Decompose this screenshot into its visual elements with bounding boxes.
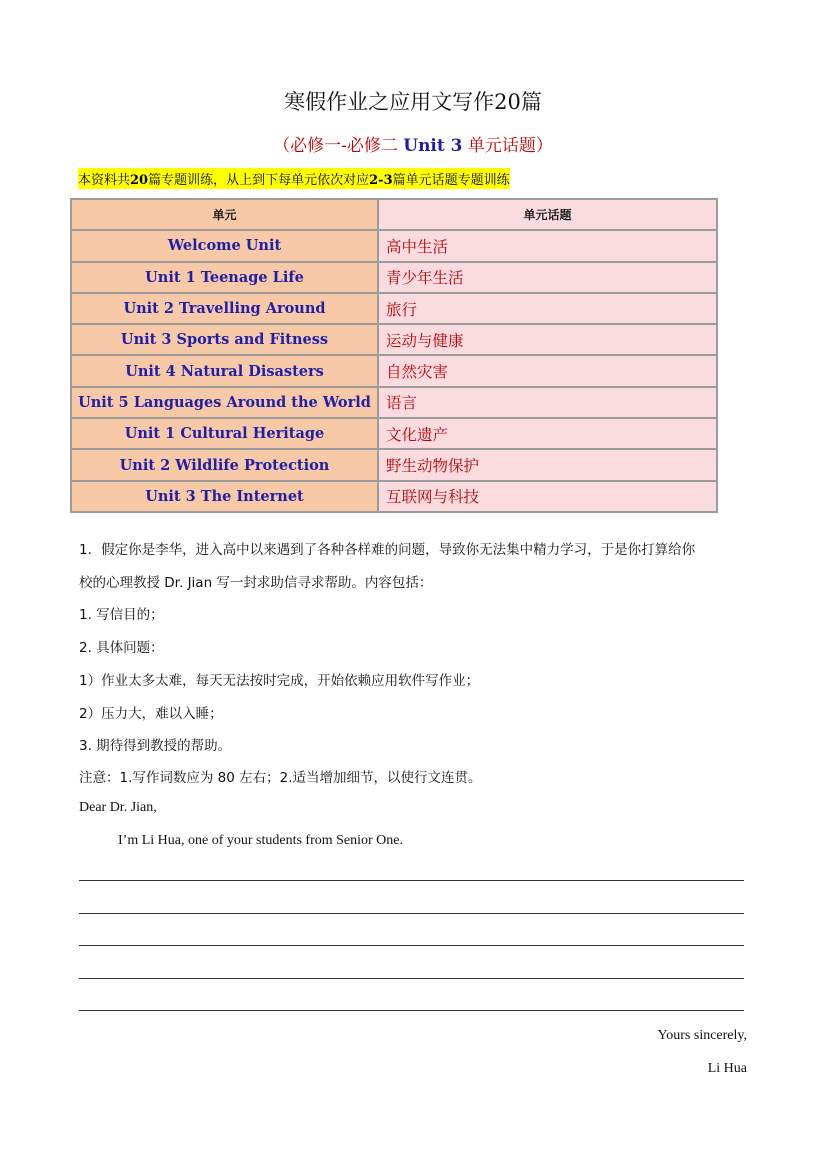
page-title: 寒假作业之应用文写作20篇	[284, 90, 542, 114]
unit-cell: Unit 2 Wildlife Protection	[71, 449, 378, 480]
letter-opening: I’m Li Hua, one of your students from Senior One.	[118, 833, 403, 848]
header-topic: 单元话题	[378, 199, 717, 230]
topic-cell: 文化遗产	[378, 418, 717, 449]
unit-cell: Unit 4 Natural Disasters	[71, 355, 378, 386]
notice-text-2: 篇专题训练，从上到下每单元依次对应	[148, 173, 370, 188]
letter-salutation: Dear Dr. Jian,	[79, 800, 157, 815]
unit-cell: Unit 5 Languages Around the World	[71, 387, 378, 418]
table-row	[71, 449, 717, 480]
table-row	[71, 481, 717, 512]
topic-cell: 运动与健康	[378, 324, 717, 355]
table-row	[71, 293, 717, 324]
topic-cell: 野生动物保护	[378, 449, 717, 480]
task-item-2: 2. 具体问题：	[79, 640, 164, 656]
notice-text-3: 篇单元话题专题训练	[392, 173, 510, 188]
unit-cell: Welcome Unit	[71, 230, 378, 261]
topic-cell: 青少年生活	[378, 262, 717, 293]
topic-cell: 语言	[378, 387, 717, 418]
task-sub-2: 2）压力大，难以入睡；	[79, 706, 223, 722]
writing-line	[79, 913, 744, 914]
unit-cell: Unit 1 Cultural Heritage	[71, 418, 378, 449]
unit-cell: Unit 2 Travelling Around	[71, 293, 378, 324]
topic-cell: 互联网与科技	[378, 481, 717, 512]
header-unit: 单元	[71, 199, 378, 230]
topic-cell: 高中生活	[378, 230, 717, 261]
notice-range: 2-3	[369, 173, 393, 188]
task-item-3: 3. 期待得到教授的帮助。	[79, 738, 232, 754]
task-line-2: 校的心理教授 Dr. Jian 写一封求助信寻求帮助。内容包括：	[79, 575, 433, 591]
task-line-1: 1．假定你是李华，进入高中以来遇到了各种各样难的问题，导致你无法集中精力学习，于是你打算给你	[79, 542, 696, 558]
task-note: 注意：1.写作词数应为 80 左右；2.适当增加细节，以使行文连贯。	[79, 770, 482, 786]
subtitle-unit: Unit 3	[403, 136, 463, 156]
subtitle-close: 单元话题）	[462, 136, 553, 156]
writing-line	[79, 945, 744, 946]
task-item-1: 1. 写信目的；	[79, 607, 164, 623]
writing-line	[79, 1010, 744, 1011]
subtitle-open: （必修一-必修二	[273, 136, 404, 156]
notice-text-1: 本资料共	[78, 173, 131, 188]
table-header-row	[71, 199, 717, 230]
topic-cell: 自然灾害	[378, 355, 717, 386]
page-subtitle	[0, 131, 826, 156]
highlight-notice	[78, 168, 510, 189]
writing-line	[79, 880, 744, 881]
table-row	[71, 324, 717, 355]
table-row	[71, 418, 717, 449]
notice-count: 20	[130, 173, 149, 188]
unit-cell: Unit 3 The Internet	[71, 481, 378, 512]
unit-cell: Unit 1 Teenage Life	[71, 262, 378, 293]
task-sub-1: 1）作业太多太难，每天无法按时完成，开始依赖应用软件写作业；	[79, 673, 480, 689]
letter-signature: Li Hua	[707, 1061, 747, 1076]
writing-line	[79, 978, 744, 979]
table-row	[71, 230, 717, 261]
unit-topic-table	[70, 198, 718, 513]
unit-cell: Unit 3 Sports and Fitness	[71, 324, 378, 355]
table-row	[71, 262, 717, 293]
letter-closing: Yours sincerely,	[657, 1028, 747, 1043]
topic-cell: 旅行	[378, 293, 717, 324]
table-row	[71, 387, 717, 418]
table-row	[71, 355, 717, 386]
